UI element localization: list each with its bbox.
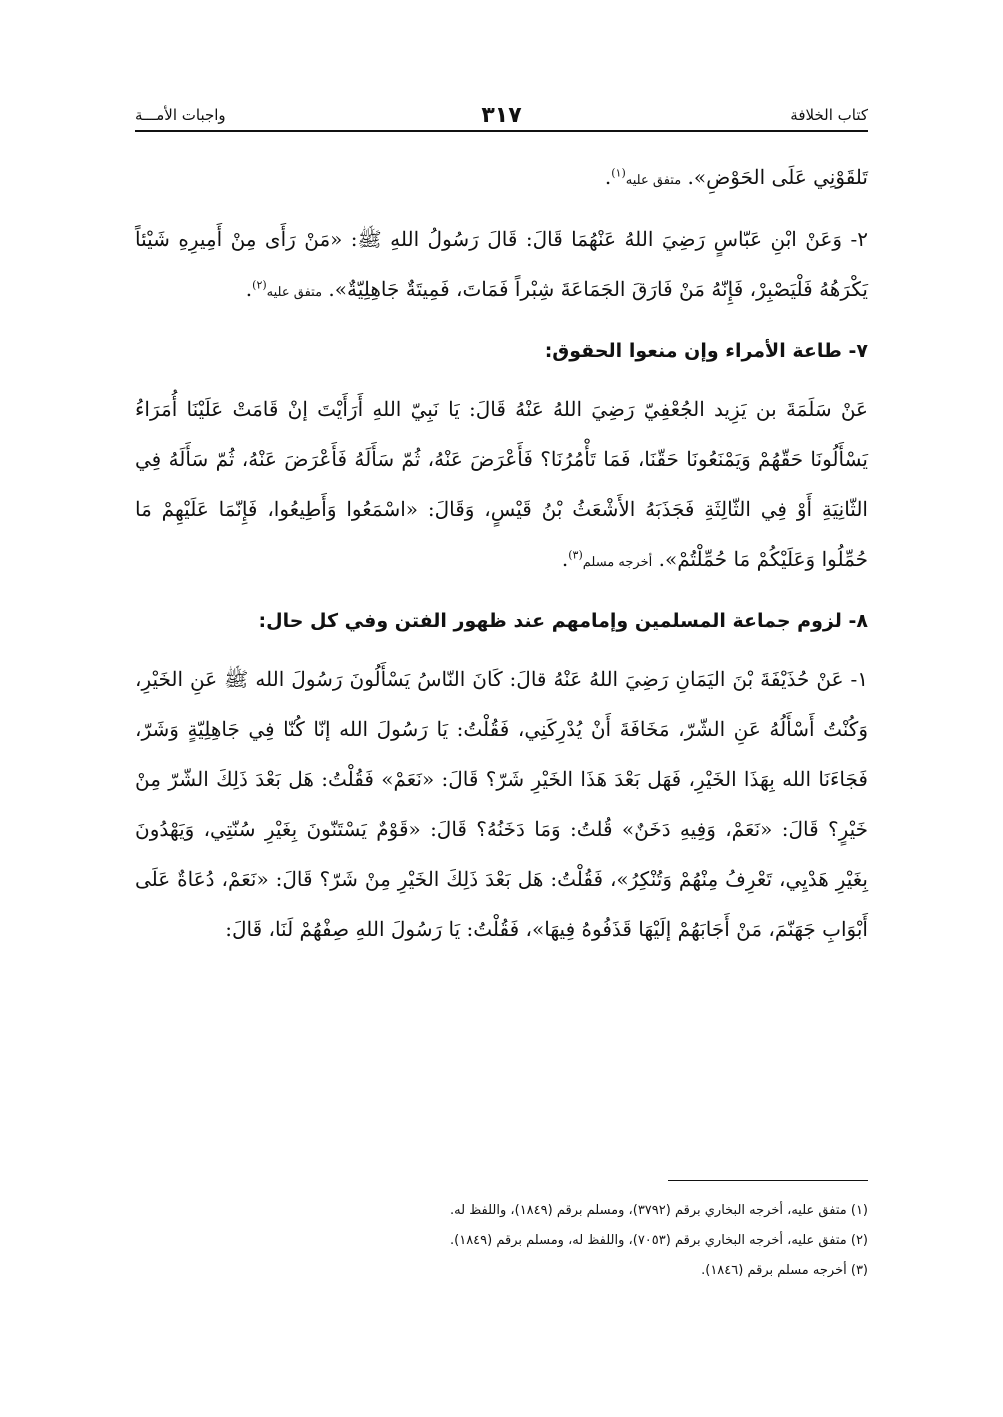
footnote-ref: (٣) [568,548,583,562]
punctuation: . [604,165,612,189]
section-heading-7 [135,326,868,376]
punctuation: . [561,547,569,571]
source-note: متفق عليه [266,285,323,300]
section-heading-8 [135,596,868,646]
footnote-ref: (١) [611,166,626,180]
source-note: متفق عليه [625,173,682,188]
hadith-text: عَنْ سَلَمَةَ بن يَزِيد الجُعْفِيّ رَضِيَ اللهُ عَنْهُ قَالَ: يَا نَبِيّ اللهِ أَرَأَيْتَ إنْ قَامَتْ عَلَيْنَا أُمَرَاءُ يَسْأَلُونَا حَقّهُمْ وَيَمْنَعُونَا حَقّنَا، فَمَا تَأْمُرُنَا؟ فَأَعْرَضَ عَنْهُ، ثُمّ سَأَلَهُ فَأَعْرَضَ عَنْهُ، ثُمّ سَأَلَهُ فِي الثّانِيَةِ أَوْ فِي الثّالِثَةِ فَجَذَبَهُ الأَشْعَثُ بْنُ قَيْسٍ، وَقَالَ: «اسْمَعُوا وَأَطِيعُوا، فَإِنّمَا عَلَيْهِمْ مَا حُمِّلُوا وَعَلَيْكُمْ مَا حُمِّلْتُمْ». [135,397,868,571]
running-header [135,96,868,132]
footnote-3: (٣) أخرجه مسلم برقم (١٨٤٦). [701,1263,868,1278]
section-title: لزوم جماعة المسلمين وإمامهم عند ظهور الفتن وفي كل حال: [258,610,842,632]
footnote-1: (١) متفق عليه، أخرجه البخاري برقم (٣٧٩٢)، ومسلم برقم (١٨٤٩)، واللفظ له. [450,1203,868,1218]
punctuation: . [245,277,253,301]
section-number: ٨- [848,610,868,632]
footnotes [135,1196,868,1286]
hadith-text: ١- عَنْ حُذَيْفَةَ بْنَ اليَمَانِ رَضِيَ اللهُ عَنْهُ قالَ: كَانَ النّاسُ يَسْأَلُونَ رَسُولَ الله ﷺ عَنِ الخَيْرِ، وَكُنْتُ أَسْأَلُهُ عَنِ الشّرّ، مَخَافَةَ أَنْ يُدْرِكَنِي، فَقُلْتُ: يَا رَسُولَ الله إنّا كُنّا فِي جَاهِلِيّةٍ وَشَرّ، فَجَاءَنَا الله بِهَذَا الخَيْرِ، فَهَل بَعْدَ هَذَا الخَيْرِ شَرّ؟ قَالَ: «نَعَمْ» فَقُلْتُ: هَل بَعْدَ ذَلِكَ الشّرّ مِنْ خَيْرٍ؟ قَالَ: «نَعَمْ، وَفِيهِ دَخَنٌ» قُلتُ: وَمَا دَخَنُهُ؟ قَالَ: «قَوْمٌ يَسْتَنّونَ بِغَيْرِ سُنّتِي، وَيَهْدُونَ بِغَيْرِ هَدْيِي، تَعْرِفُ مِنْهُمْ وَتُنْكِرُ»، فَقُلْتُ: هَل بَعْدَ ذَلِكَ الخَيْرِ مِنْ شَرّ؟ قَالَ: «نَعَمْ، دُعَاةٌ عَلَى أَبْوَابِ جَهَنّمَ، مَنْ أَجَابَهُمْ إلَيْهَا قَذَفُوهُ فِيهَا»، فَقُلْتُ: يَا رَسُولَ اللهِ صِفْهُمْ لَنَا، قَالَ: [135,667,868,941]
page-number: ٣١٧ [481,103,522,128]
page-body [135,152,868,962]
hadith-text: ٢- وَعَنْ ابْنِ عَبّاسٍ رَضِيَ اللهُ عَنْهُمَا قَالَ: قَالَ رَسُولُ اللهِ ﷺ: «مَنْ رَأَى مِنْ أَمِيرِهِ شَيْئاً يَكْرَهُهُ فَلْيَصْبِرْ، فَإِنّهُ مَنْ فَارَقَ الجَمَاعَةَ شِبْراً فَمَاتَ، فَمِيتَةٌ جَاهِلِيّةٌ». [135,227,868,301]
section-number: ٧- [848,340,868,362]
section-title: طاعة الأمراء وإن منعوا الحقوق: [544,340,842,362]
footnote-ref: (٢) [252,278,267,292]
header-chapter-title: واجبات الأمـــة [135,106,226,124]
paragraph-hadith-2 [135,214,868,318]
header-book-title: كتاب الخلافة [790,106,868,124]
paragraph-hudhayfa-hadith [135,654,868,954]
footnote-separator [668,1180,868,1181]
footnote-2: (٢) متفق عليه، أخرجه البخاري برقم (٧٠٥٣)، واللفظ له، ومسلم برقم (١٨٤٩). [450,1233,868,1248]
hadith-text: تَلقَوْنِي عَلَى الحَوْضِ». [687,165,868,189]
paragraph-continuation [135,152,868,206]
source-note: أخرجه مسلم [582,555,653,570]
paragraph-salama-hadith [135,384,868,588]
